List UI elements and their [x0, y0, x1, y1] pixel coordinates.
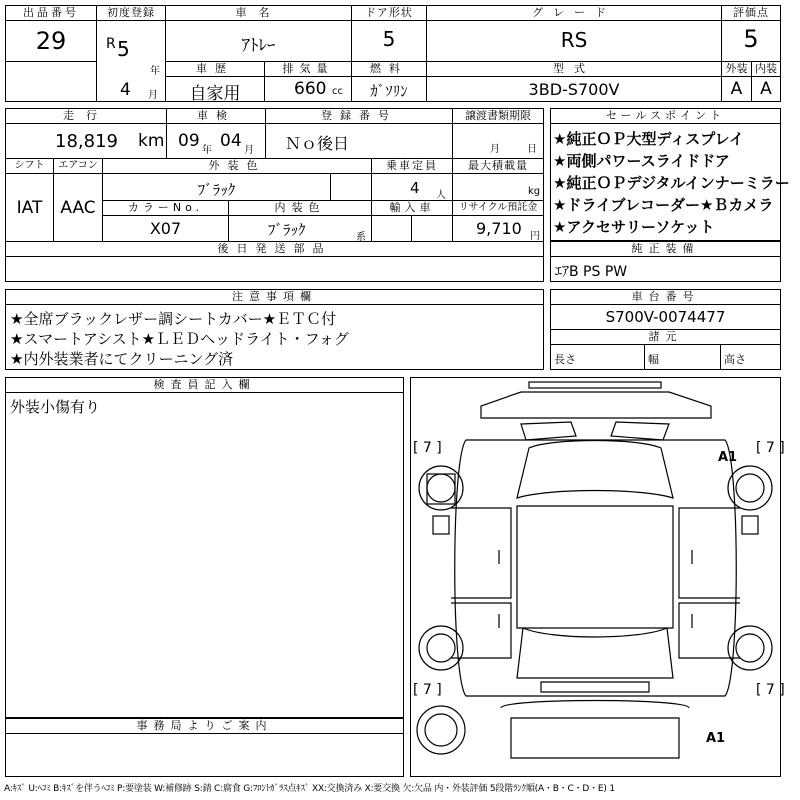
note-line: ★スマートアシスト★ＬＥＤヘッドライト・フォグ — [10, 330, 349, 348]
insp-year-unit: 年 — [202, 145, 212, 156]
sales-point: ★純正ＯＰデジタルインナーミラー — [553, 174, 790, 192]
aircon-label: エアコン — [53, 158, 103, 174]
insp-month-unit: 月 — [244, 145, 254, 156]
office-box — [5, 733, 404, 777]
aircon-value: AAC — [60, 198, 96, 218]
office-label: 事務局よりご案内 — [5, 718, 404, 734]
ext-color-value: ﾌﾞﾗｯｸ — [197, 181, 236, 199]
tire-depth-front-right: [ 7 ] — [756, 440, 785, 456]
score-value: 5 — [743, 25, 759, 53]
doc-month-unit: 月 — [490, 144, 500, 155]
ext-color-label: 外装色 — [102, 158, 372, 174]
capacity-label: 乗車定員 — [371, 158, 453, 174]
vehicle-diagram — [411, 378, 780, 776]
shift-label: シフト — [5, 158, 54, 174]
std-equip-value: ｴｱB PS PW — [555, 264, 628, 280]
year-value: 5 — [117, 37, 130, 61]
int-color-suffix: 系 — [356, 232, 366, 243]
car-name-label: 車名 — [165, 5, 352, 21]
exterior-label: 外装 — [721, 61, 752, 77]
damage-mark: A1 — [718, 450, 738, 465]
car-name-value: ｱﾄﾚｰ — [241, 36, 276, 56]
yen-unit: 円 — [530, 231, 540, 242]
sales-point: ★純正ＯＰ大型ディスプレイ — [553, 130, 744, 148]
later-parts-cell — [5, 256, 544, 282]
sales-point: ★ドライブレコーダー★Ｂカメラ — [553, 196, 774, 214]
inspector-note: 外装小傷有り — [10, 398, 101, 416]
note-line: ★全席ブラックレザー調シートカバー★ＥＴＣ付 — [10, 310, 337, 328]
displacement-value: 660 — [294, 79, 327, 99]
color-no-label: カラーNo. — [102, 200, 229, 216]
doc-day-unit: 日 — [527, 144, 537, 155]
sales-points-label: セールスポイント — [550, 108, 781, 124]
ext-color-blank-cell — [330, 173, 372, 201]
notes-label: 注意事項欄 — [5, 289, 544, 305]
history-value: 自家用 — [189, 84, 241, 104]
model-code-value: 3BD-S700V — [528, 80, 620, 99]
dims-height: 高さ — [724, 353, 746, 366]
inspector-box — [5, 392, 404, 718]
tire-depth-rear-left: [ 7 ] — [413, 682, 442, 698]
month-value: 4 — [120, 80, 131, 100]
legend-text: A:ｷｽﾞ U:ﾍｺﾐ B:ｷｽﾞを伴うﾍｺﾐ P:要塗装 W:補修跡 S:錆 C:腐食 G:ﾌﾛﾝﾄｶﾞﾗｽ点ｷｽﾞ XX:交換済み X:要交換 欠:欠品 内・外装評価 5段階ﾗﾝｸ順(A・B・C・D・E) 1 — [4, 784, 615, 794]
recycle-label: リサイクル預託金 — [452, 200, 544, 216]
note-line: ★内外装業者にてクリーニング済 — [10, 350, 234, 368]
import-cell-2 — [411, 215, 453, 242]
damage-mark: A1 — [706, 731, 726, 746]
dims-width: 幅 — [648, 353, 659, 366]
int-color-label: 内装色 — [228, 200, 372, 216]
capacity-unit: 人 — [436, 190, 446, 201]
history-label: 車歴 — [165, 61, 265, 77]
chassis-no-value: S700V-0074477 — [605, 308, 726, 326]
year-unit: 年 — [150, 66, 160, 77]
capacity-value: 4 — [410, 179, 420, 197]
import-cell — [371, 215, 412, 242]
recycle-value: 9,710 — [476, 219, 522, 238]
grade-value: RS — [560, 28, 588, 52]
max-load-label: 最大積載量 — [452, 158, 544, 174]
shift-value: IAT — [16, 198, 43, 218]
mileage-value: 18,819 — [55, 131, 118, 152]
cc-unit: cc — [332, 86, 343, 97]
int-color-value: ﾌﾞﾗｯｸ — [268, 221, 306, 239]
dims-label: 諸元 — [550, 329, 781, 345]
tire-depth-rear-right: [ 7 ] — [756, 682, 785, 698]
later-parts-label: 後日発送部品 — [5, 241, 544, 257]
score-label: 評価点 — [721, 5, 781, 21]
era-value: R — [106, 36, 116, 52]
km-unit: km — [138, 131, 165, 151]
sales-point: ★アクセサリーソケット — [553, 218, 715, 236]
chassis-label: 車台番号 — [550, 289, 781, 305]
reg-no-label: 登録番号 — [265, 108, 453, 124]
reg-no-value: Ｎｏ後日 — [285, 134, 350, 153]
insp-month-value: 04 — [220, 131, 242, 151]
import-label: 輸入車 — [371, 200, 453, 216]
door-value: 5 — [382, 27, 396, 51]
grade-label: グレード — [426, 5, 722, 21]
sales-point: ★両側パワースライドドア — [553, 152, 730, 170]
interior-grade-value: A — [760, 79, 772, 99]
color-no-value: X07 — [149, 219, 182, 238]
first-reg-label: 初度登録 — [96, 5, 166, 21]
fuel-label: 燃料 — [351, 61, 427, 77]
transfer-doc-label: 譲渡書類期限 — [452, 108, 544, 124]
lot-no-label: 出品番号 — [5, 5, 97, 21]
fuel-value: ｶﾞｿﾘﾝ — [370, 82, 408, 100]
interior-label: 内装 — [751, 61, 781, 77]
month-unit: 月 — [148, 90, 158, 101]
insp-year-value: 09 — [178, 131, 200, 151]
model-code-label: 型式 — [426, 61, 722, 77]
mileage-label: 走行 — [5, 108, 167, 124]
lot-no-value: 29 — [35, 27, 67, 55]
lot-no-blank-cell — [5, 61, 97, 102]
exterior-grade-value: A — [730, 79, 743, 99]
std-equip-label: 純正装備 — [550, 241, 781, 257]
dims-length: 長さ — [554, 353, 576, 366]
inspector-label: 検査員記入欄 — [5, 377, 404, 393]
door-type-label: ドア形状 — [351, 5, 427, 21]
tire-depth-front-left: [ 7 ] — [413, 440, 442, 456]
inspection-label: 車検 — [166, 108, 266, 124]
kg-unit: kg — [528, 186, 541, 197]
displacement-label: 排気量 — [264, 61, 352, 77]
